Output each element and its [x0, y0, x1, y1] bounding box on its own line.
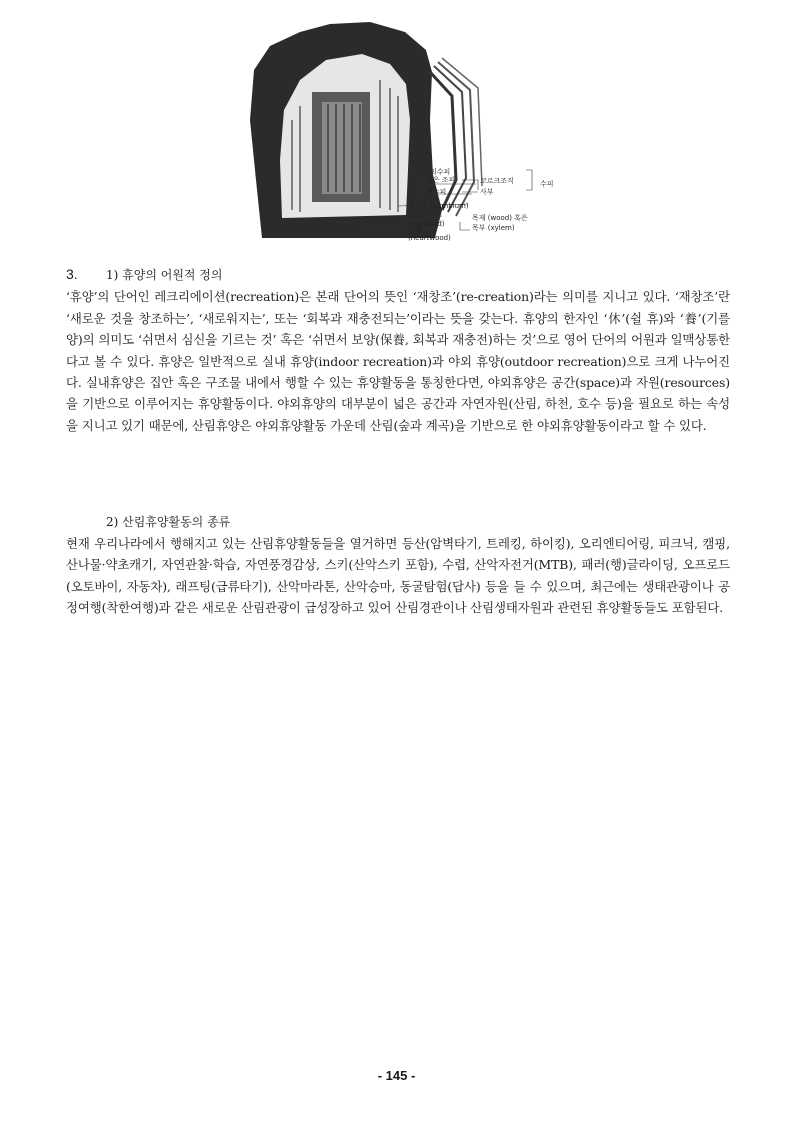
tree-trunk-illustration: [230, 10, 565, 245]
label-inner-bark: 내수피: [426, 188, 447, 196]
activities-paragraph: 현재 우리나라에서 행해지고 있는 산림휴양활동들을 열거하면 등산(암벽타기, 트레킹, 하이킹), 오리엔티어링, 피크닉, 캠핑, 산나물·약초캐기, 자연관찰·학습, 자연풍경감상, 스키(산악스키 포함), 수렵, 산악자전거(MTB), 패러(행)글라이딩, 오프로드(오토바이, 자동차), 래프팅(급류타기), 산악마라톤, 산악승마, 동굴탐험(답사) 등을 들 수 있으며, 최근에는 생태관광이나 공정여행(착한여행)과 같은 새로운 산림관광이 급성장하고 있어 산림경관이나 산림생태자원과 관련된 휴양활동들도 포함된다.: [66, 536, 730, 616]
tree-trunk-cross-section-figure: [230, 10, 565, 245]
label-xylem: 목부 (xylem): [472, 224, 515, 232]
section-heading: 1) 휴양의 어원적 정의: [106, 268, 223, 282]
label-sapwood-en: (sapwood): [408, 220, 445, 228]
label-wood: 목재 (wood) 혹은: [472, 214, 528, 222]
section-forest-recreation-types: [66, 512, 730, 619]
page-number: - 145 -: [377, 1068, 416, 1083]
section-heading-row: [66, 264, 730, 286]
label-cork-tissue: 코르크조직: [480, 177, 514, 185]
label-outer-bark-alt: 혹은 조피: [426, 176, 456, 184]
label-bast: 사부: [480, 188, 494, 196]
section-etymology: [66, 264, 730, 436]
label-cambium: 형성층 (cambium): [408, 202, 469, 210]
label-outer-bark: 외수피: [430, 168, 451, 176]
section-heading: 2) 산림휴양활동의 종류: [106, 515, 231, 529]
label-sapwood: 변재: [408, 213, 422, 221]
label-heartwood-en: (heartwood): [408, 234, 451, 242]
section-number: 3.: [66, 266, 78, 282]
etymology-paragraph: ‘휴양’의 단어인 레크리에이션(recreation)은 본래 단어의 뜻인 ‘재창조’(re-creation)라는 의미를 지니고 있다. ‘재창조’란 ‘새로운 것을 창조하는’, ‘새로워지는’, 또는 ‘회복과 재충전되는’이라는 뜻을 갖는다. 휴양의 한자인 ‘休’(쉴 휴)와 ‘養’(기를 양)의 의미도 ‘쉬면서 심신을 기르는 것’ 혹은 ‘쉬면서 보양(保養, 회복과 재충전)하는 것’으로 영어 단어의 어원과 일맥상통한다고 볼 수 있다. 휴양은 일반적으로 실내 휴양(indoor recreation)과 야외 휴양(outdoor recreation)으로 크게 나누어진다. 실내휴양은 집안 혹은 구조물 내에서 행할 수 있는 휴양활동을 통칭한다면, 야외휴양은 공간(space)과 자원(resources)을 기반으로 이루어지는 휴양활동이다. 야외휴양의 대부분이 넓은 공간과 자연자원(산림, 하천, 호수 등)을 필요로 하는 속성을 지니고 있기 때문에, 산림휴양은 야외휴양활동 가운데 산림(숲과 계곡)을 기반으로 한 야외휴양활동이라고 할 수 있다.: [66, 289, 730, 433]
label-heartwood: 심재: [408, 227, 422, 235]
label-bark: 수피: [540, 180, 554, 188]
